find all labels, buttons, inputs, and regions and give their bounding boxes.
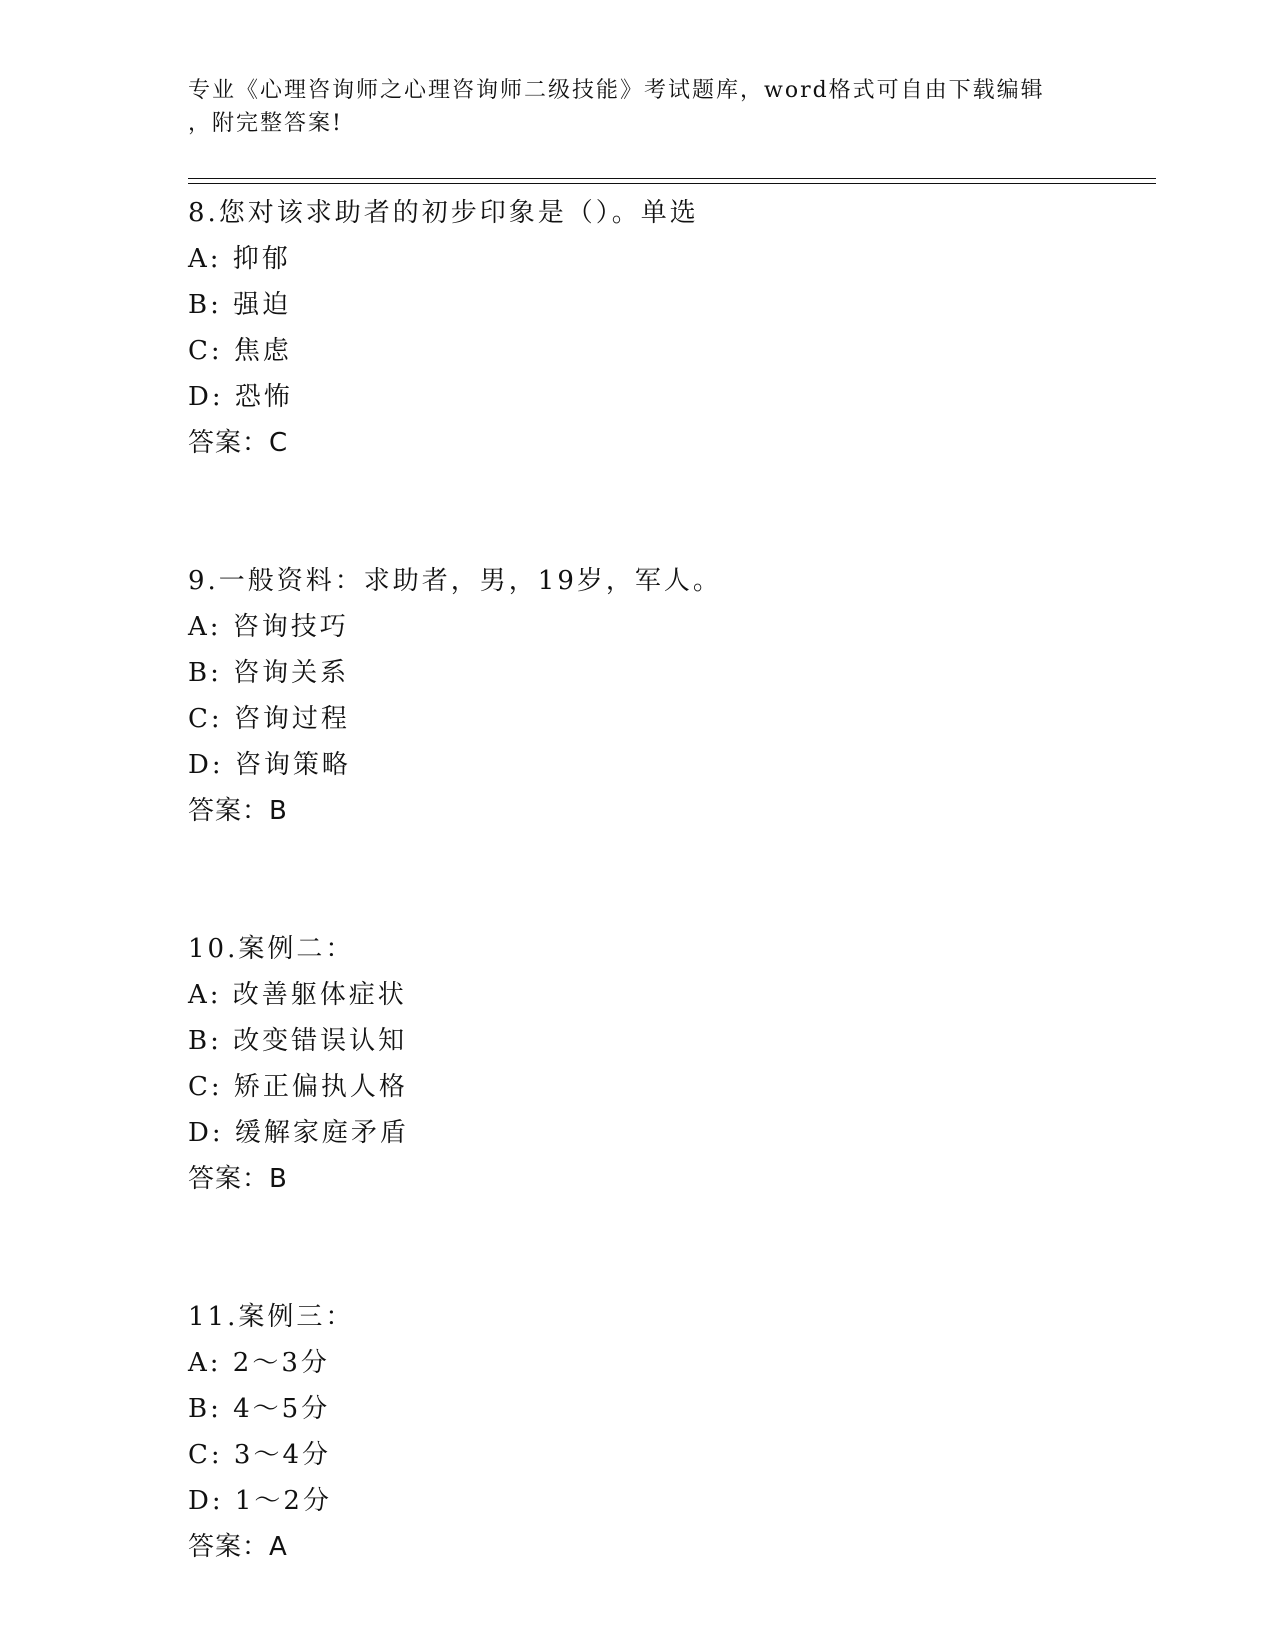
option-a: A: 咨询技巧 [188, 612, 349, 642]
option-c: C: 咨询过程 [188, 704, 350, 734]
option-b: B: 改变错误认知 [188, 1026, 408, 1056]
question-10 [188, 926, 1148, 1202]
question-8 [188, 190, 1148, 466]
answer-line: 答案：A [188, 1532, 288, 1562]
option-c: C: 矫正偏执人格 [188, 1072, 408, 1102]
header-line-1: 专业《心理咨询师之心理咨询师二级技能》考试题库，word格式可自由下载编辑 [188, 78, 1045, 103]
option-a: A: 抑郁 [188, 244, 291, 274]
header-line-2: ，附完整答案! [188, 111, 343, 136]
option-b: B: 4～5分 [188, 1394, 331, 1424]
question-11 [188, 1294, 1148, 1570]
option-d: D: 咨询策略 [188, 750, 351, 780]
option-d: D: 恐怖 [188, 382, 293, 412]
question-text: 8.您对该求助者的初步印象是（）。单选 [188, 198, 699, 228]
header-divider-bottom [188, 183, 1156, 184]
question-text: 11.案例三： [188, 1302, 355, 1332]
answer-line: 答案：C [188, 428, 289, 458]
document-header [188, 74, 1068, 140]
option-b: B: 强迫 [188, 290, 292, 320]
option-c: C: 3～4分 [188, 1440, 332, 1470]
option-d: D: 缓解家庭矛盾 [188, 1118, 409, 1148]
question-list [188, 190, 1148, 1570]
option-c: C: 焦虑 [188, 336, 292, 366]
option-d: D: 1～2分 [188, 1486, 332, 1516]
question-text: 9.一般资料：求助者，男，19岁，军人。 [188, 566, 722, 596]
header-divider-top [188, 178, 1156, 179]
option-a: A: 2～3分 [188, 1348, 330, 1378]
answer-line: 答案：B [188, 796, 288, 826]
option-b: B: 咨询关系 [188, 658, 350, 688]
question-9 [188, 558, 1148, 834]
question-text: 10.案例二： [188, 934, 355, 964]
answer-line: 答案：B [188, 1164, 288, 1194]
option-a: A: 改善躯体症状 [188, 980, 407, 1010]
